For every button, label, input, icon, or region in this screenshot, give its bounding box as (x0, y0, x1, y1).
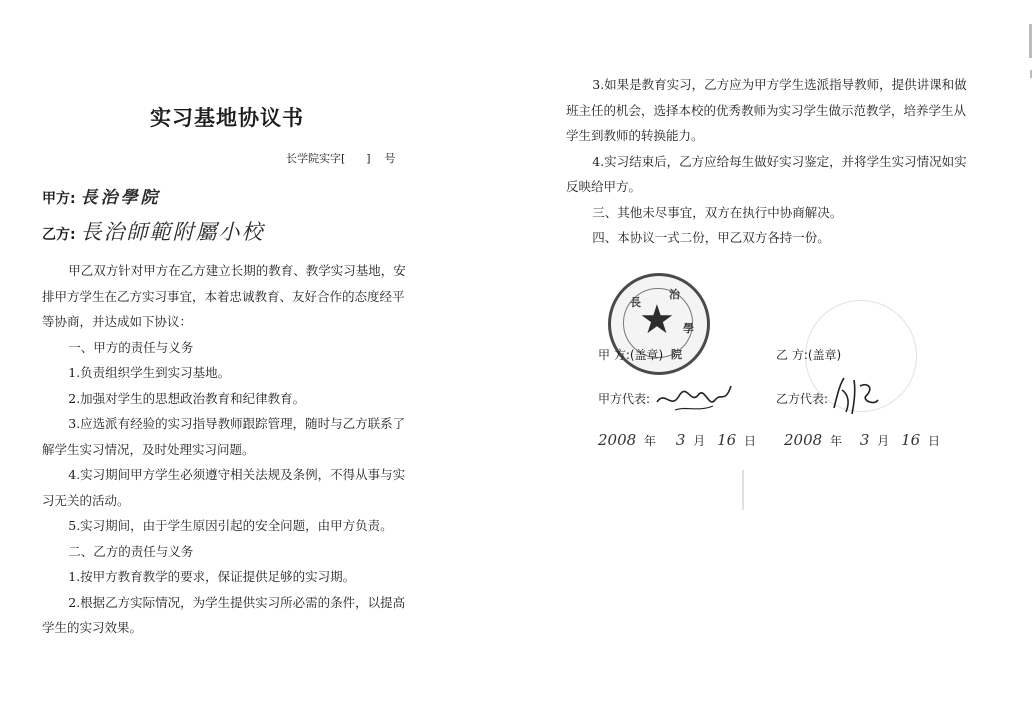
party-a-rep-label: 甲方代表: (598, 392, 651, 406)
clause-a4: 4.实习期间甲方学生必须遵守相关法规及条例，不得从事与实习无关的活动。 (42, 467, 406, 508)
party-b-date (784, 431, 940, 449)
date-day-unit: 日 (928, 434, 941, 448)
clause-a1: 1.负责组织学生到实习基地。 (68, 365, 231, 380)
date-month-unit: 月 (877, 434, 890, 448)
scan-edge-mark (1030, 70, 1032, 78)
party-a-line (42, 183, 160, 208)
date-month: 3 (675, 431, 686, 449)
party-a-date (598, 431, 756, 449)
date-day: 16 (717, 431, 737, 449)
party-b-seal-label: 乙 方:(盖章) (776, 348, 842, 362)
seal-char: 院 (671, 348, 682, 361)
seal-star-icon: ★ (639, 297, 675, 343)
section-other-matters: 三、其他未尽事宜，双方在执行中协商解决。 (592, 204, 843, 220)
seal-char: 學 (683, 322, 694, 335)
party-a-signature (655, 380, 735, 416)
scan-edge-mark (1029, 24, 1032, 58)
section-copies: 四、本协议一式二份，甲乙双方各持一份。 (592, 230, 830, 245)
party-b-label: 乙方: (42, 227, 76, 243)
date-year: 2008 (784, 431, 823, 449)
date-year-unit: 年 (830, 434, 843, 448)
section-heading-party-b: 二、乙方的责任与义务 (68, 543, 194, 559)
clause-a3: 3.应选派有经验的实习指导教师跟踪管理，随时与乙方联系了解学生实习情况，及时处理实习问题。 (42, 416, 406, 457)
right-body (566, 72, 968, 251)
seal-char: 長 (630, 296, 641, 309)
party-b-line (42, 216, 264, 246)
date-day: 16 (901, 431, 921, 449)
party-a-seal-label: 甲 方:(盖章) (598, 348, 664, 362)
section-heading-party-a: 一、甲方的责任与义务 (68, 339, 194, 355)
clause-b2: 2.根据乙方实际情况，为学生提供实习所必需的条件，以提高学生的实习效果。 (42, 594, 406, 635)
clause-b3: 3.如果是教育实习，乙方应为甲方学生选派指导教师，提供讲课和做班主任的机会，选择本校的优秀教师为实习学生做示范教学，培养学生从学生到教师的转换能力。 (566, 77, 967, 143)
seal-char: 治 (669, 288, 680, 301)
clause-b1: 1.按甲方教育教学的要求，保证提供足够的实习期。 (68, 569, 356, 584)
party-a-name: 長治學院 (80, 188, 161, 208)
date-year-unit: 年 (644, 434, 657, 448)
party-b-signature (830, 372, 882, 418)
document-title: 实习基地协议书 (150, 106, 304, 130)
paragraph-intro: 甲乙双方针对甲方在乙方建立长期的教育、教学实习基地，安排甲方学生在乙方实习事宜，本着忠诚教育、友好合作的态度经平等协商，并达成如下协议： (42, 263, 406, 329)
party-b-name: 長治師範附屬小校 (80, 220, 265, 244)
date-month-unit: 月 (693, 434, 706, 448)
date-year: 2008 (598, 431, 637, 449)
party-b-rep-label: 乙方代表: (776, 392, 829, 406)
date-day-unit: 日 (744, 434, 757, 448)
left-body (42, 258, 414, 641)
clause-a2: 2.加强对学生的思想政治教育和纪律教育。 (68, 390, 306, 406)
scan-edge-mark (742, 470, 744, 510)
clause-b4: 4.实习结束后，乙方应给每生做好实习鉴定，并将学生实习情况如实反映给甲方。 (566, 153, 967, 194)
party-a-label: 甲方: (42, 191, 76, 207)
date-month: 3 (859, 431, 870, 449)
document-number: 长学院实字[ ] 号 (286, 152, 396, 165)
clause-a5: 5.实习期间，由于学生原因引起的安全问题，由甲方负责。 (68, 518, 393, 533)
